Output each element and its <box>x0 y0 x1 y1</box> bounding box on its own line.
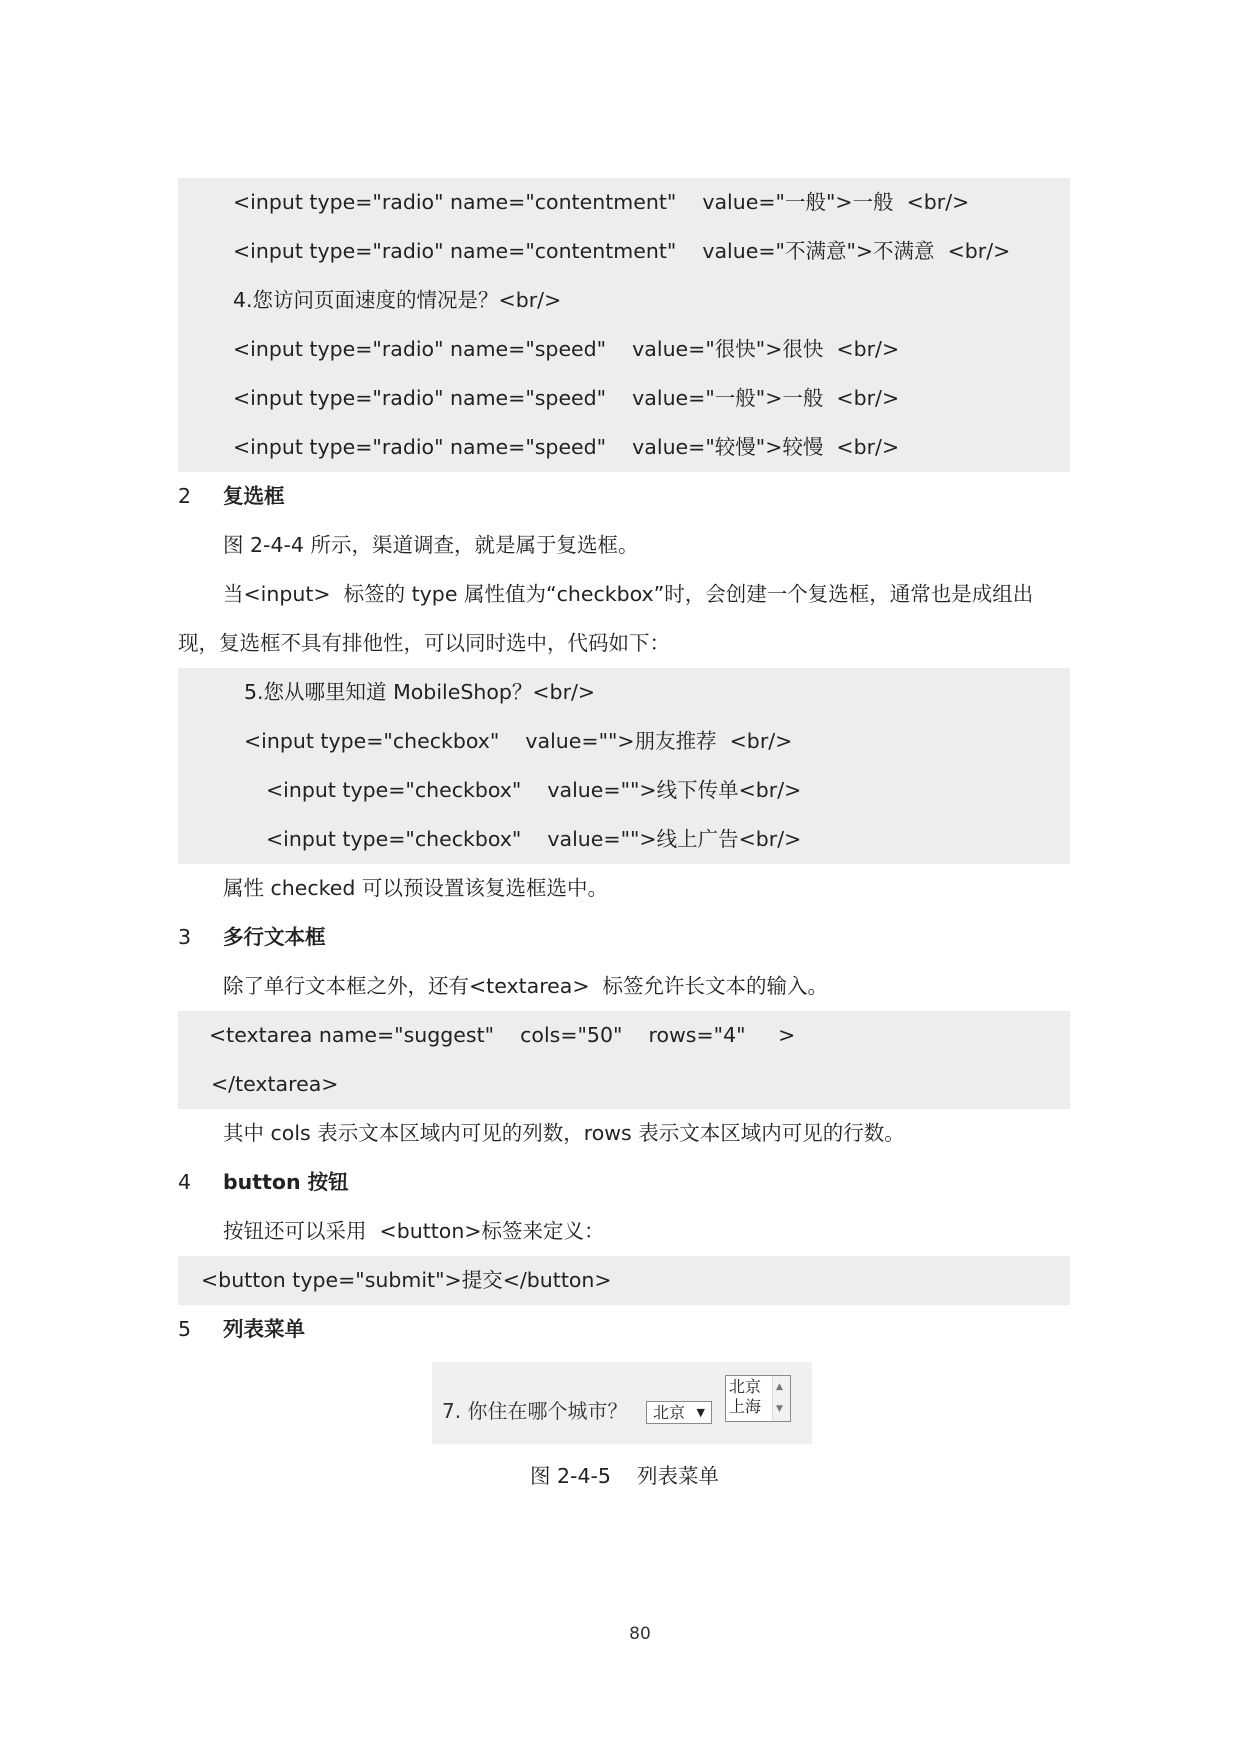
paragraph: 当<input> 标签的 type 属性值为“checkbox”时，会创建一个复选框，通常也是成组出 <box>223 582 1034 606</box>
city-select[interactable] <box>646 1401 712 1424</box>
paragraph: 其中 cols 表示文本区域内可见的列数，rows 表示文本区域内可见的行数。 <box>223 1121 905 1145</box>
code-block-radio <box>178 178 1070 472</box>
code-line: <button type="submit">提交</button> <box>201 1268 612 1292</box>
page-number: 80 <box>629 1624 651 1644</box>
code-line: <input type="radio" name="speed" value="一般">一般 <br/> <box>233 386 900 410</box>
code-line: </textarea> <box>211 1072 339 1096</box>
code-line: <input type="radio" name="contentment" value="不满意">不满意 <br/> <box>233 239 1011 263</box>
list-item[interactable]: 北京 <box>729 1377 762 1396</box>
code-line: <input type="radio" name="contentment" value="一般">一般 <br/> <box>233 190 970 214</box>
chevron-down-icon: ▼ <box>696 1406 705 1419</box>
code-line: <input type="radio" name="speed" value="较慢">较慢 <br/> <box>233 435 900 459</box>
paragraph: 除了单行文本框之外，还有<textarea> 标签允许长文本的输入。 <box>223 974 829 998</box>
code-line: <input type="checkbox" value="">朋友推荐 <br/> <box>244 729 793 753</box>
city-select-value: 北京 <box>653 1403 686 1422</box>
paragraph: 按钮还可以采用 <button>标签来定义： <box>223 1219 605 1243</box>
code-line: 4.您访问页面速度的情况是？<br/> <box>233 288 562 312</box>
paragraph: 现，复选框不具有排他性，可以同时选中，代码如下： <box>178 631 670 655</box>
figure-list-menu <box>432 1362 812 1444</box>
code-line: <input type="checkbox" value="">线下传单<br/> <box>266 778 802 802</box>
section-number: 3 <box>178 925 192 949</box>
section-number: 4 <box>178 1170 192 1194</box>
section-number: 2 <box>178 484 192 508</box>
scroll-up-icon[interactable]: ▲ <box>776 1382 783 1392</box>
figure-caption: 图 2-4-5 列表菜单 <box>530 1464 720 1488</box>
section-title: button 按钮 <box>223 1170 349 1194</box>
list-item[interactable]: 上海 <box>729 1397 762 1416</box>
code-line: <input type="radio" name="speed" value="很快">很快 <br/> <box>233 337 900 361</box>
paragraph: 属性 checked 可以预设置该复选框选中。 <box>223 876 608 900</box>
listbox-scrollbar[interactable] <box>772 1376 790 1421</box>
code-line: <input type="checkbox" value="">线上广告<br/> <box>266 827 802 851</box>
figure-question: 7. 你住在哪个城市？ <box>442 1399 628 1423</box>
scroll-down-icon[interactable]: ▼ <box>776 1404 783 1414</box>
city-listbox[interactable] <box>725 1375 791 1422</box>
code-line: <textarea name="suggest" cols="50" rows="4" > <box>209 1023 796 1047</box>
section-title: 列表菜单 <box>223 1317 305 1341</box>
code-line: 5.您从哪里知道 MobileShop？<br/> <box>244 680 596 704</box>
section-number: 5 <box>178 1317 192 1341</box>
section-title: 多行文本框 <box>223 925 326 949</box>
section-title: 复选框 <box>223 484 285 508</box>
paragraph: 图 2-4-4 所示，渠道调查，就是属于复选框。 <box>223 533 639 557</box>
